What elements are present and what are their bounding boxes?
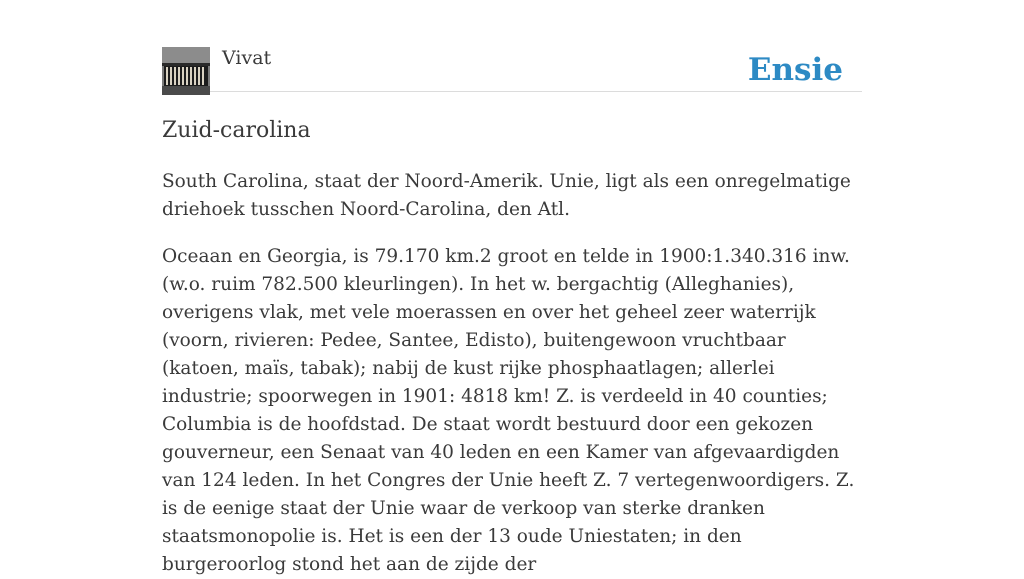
article-paragraph: Oceaan en Georgia, is 79.170 km.2 groot en telde in 1900:1.340.316 inw. (w.o. ruim 782.500 kleurlingen). In het w. bergachtig (Alleghanies), overigens vlak, met vele moerassen en over het geheel zeer waterrijk (voorn, rivieren: Pedee, Santee, Edisto), buitengewoon vruchtbaar (katoen, maïs, tabak); nabij de kust rijke phosphaatlagen; allerlei industrie; spoorwegen in 1901: 4818 km! Z. is verdeeld in 40 counties; Columbia is de hoofdstad. De staat wordt bestuurd door een gekozen gouverneur, een Senaat van 40 leden en een Kamer van afgevaardigden van 124 leden. In het Congres der Unie heeft Z. 7 vertegenwoordigers. Z. is de eenige staat der Unie waar de verkoop van sterke dranken staatsmonopolie is. Het is een der 13 oude Uniestaten; in den burgeroorlog stond het aan de zijde der [162, 246, 855, 575]
avatar[interactable] [162, 47, 210, 95]
library-shelves-icon [162, 47, 210, 95]
article-title: Zuid-carolina [162, 118, 311, 143]
page [162, 0, 862, 575]
header [162, 0, 862, 92]
brand-logo[interactable]: Ensie [747, 52, 843, 88]
author-name[interactable]: Vivat [222, 47, 272, 69]
article-paragraph: South Carolina, staat der Noord-Amerik. Unie, ligt als een onregelmatige driehoek tusschen Noord-Carolina, den Atl. [162, 171, 851, 220]
